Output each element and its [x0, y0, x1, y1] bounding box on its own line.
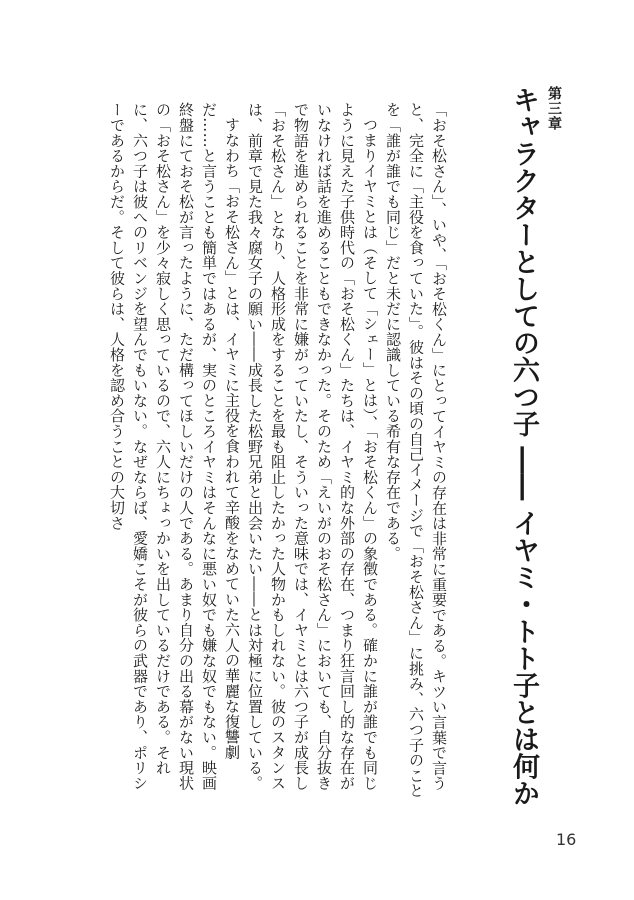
paragraph-3: すなわち「おそ松さん」とは、イヤミに主役を食われて辛酸をなめていた六人の華麗な復讐劇だ……と言うことも簡単ではあるが、実のところイヤミはそんなに悪い奴でも嫌な奴でもない。映画終盤にておそ松が言ったように、ただ構ってほしいだけの人である。あまり自分の出る幕がない現状の「おそ松さん」を少々寂しく思っているので、六人にちょっかいを出しているだけである。それに、六つ子は彼へのリベンジを望んでもいない。なぜならば、愛嬌こそが彼らの武器であり、ポリシーであるからだ。そして彼らは、人格を認め合うことの大切さ — [108, 102, 241, 791]
chapter-label: 第三章 — [546, 86, 562, 131]
page-number: 16 — [556, 830, 577, 849]
paragraph-1: 「おそ松さん」、いや、「おそ松くん」にとってイヤミの存在は非常に重要である。キツい言葉で言うと、完全に「主役を食っていた」。彼はその頃の自己イメージで「おそ松さん」に挑み、六つ子のことを「誰が誰でも同じ」だと未だに認識している希有な存在である。 — [384, 102, 448, 799]
paragraph-2: つまりイヤミとは（そして「シェー」とは）、「おそ松くん」の象徴である。確かに誰が誰でも同じように見えた子供時代の「おそ松くん」たちは、イヤミ的な外部の存在、つまり狂言回し的な存在がいなければ話を進めることもできなかった。そのため「えいがのおそ松さん」においても、自分抜きで物語を進められることを非常に嫌がっていたし、そういった意味では、イヤミとは六つ子が成長し「おそ松さん」となり、人格形成をすることを最も阻止したかった人物かもしれない。彼のスタンスは、前章で見た我々腐女子の願い――成長した松野兄弟と出会いたい――とは対極に位置している。 — [246, 102, 379, 791]
body-text — [74, 102, 450, 802]
chapter-title: キャラクターとしての六つ子 ―― イヤミ・トト子とは何か — [508, 86, 539, 807]
